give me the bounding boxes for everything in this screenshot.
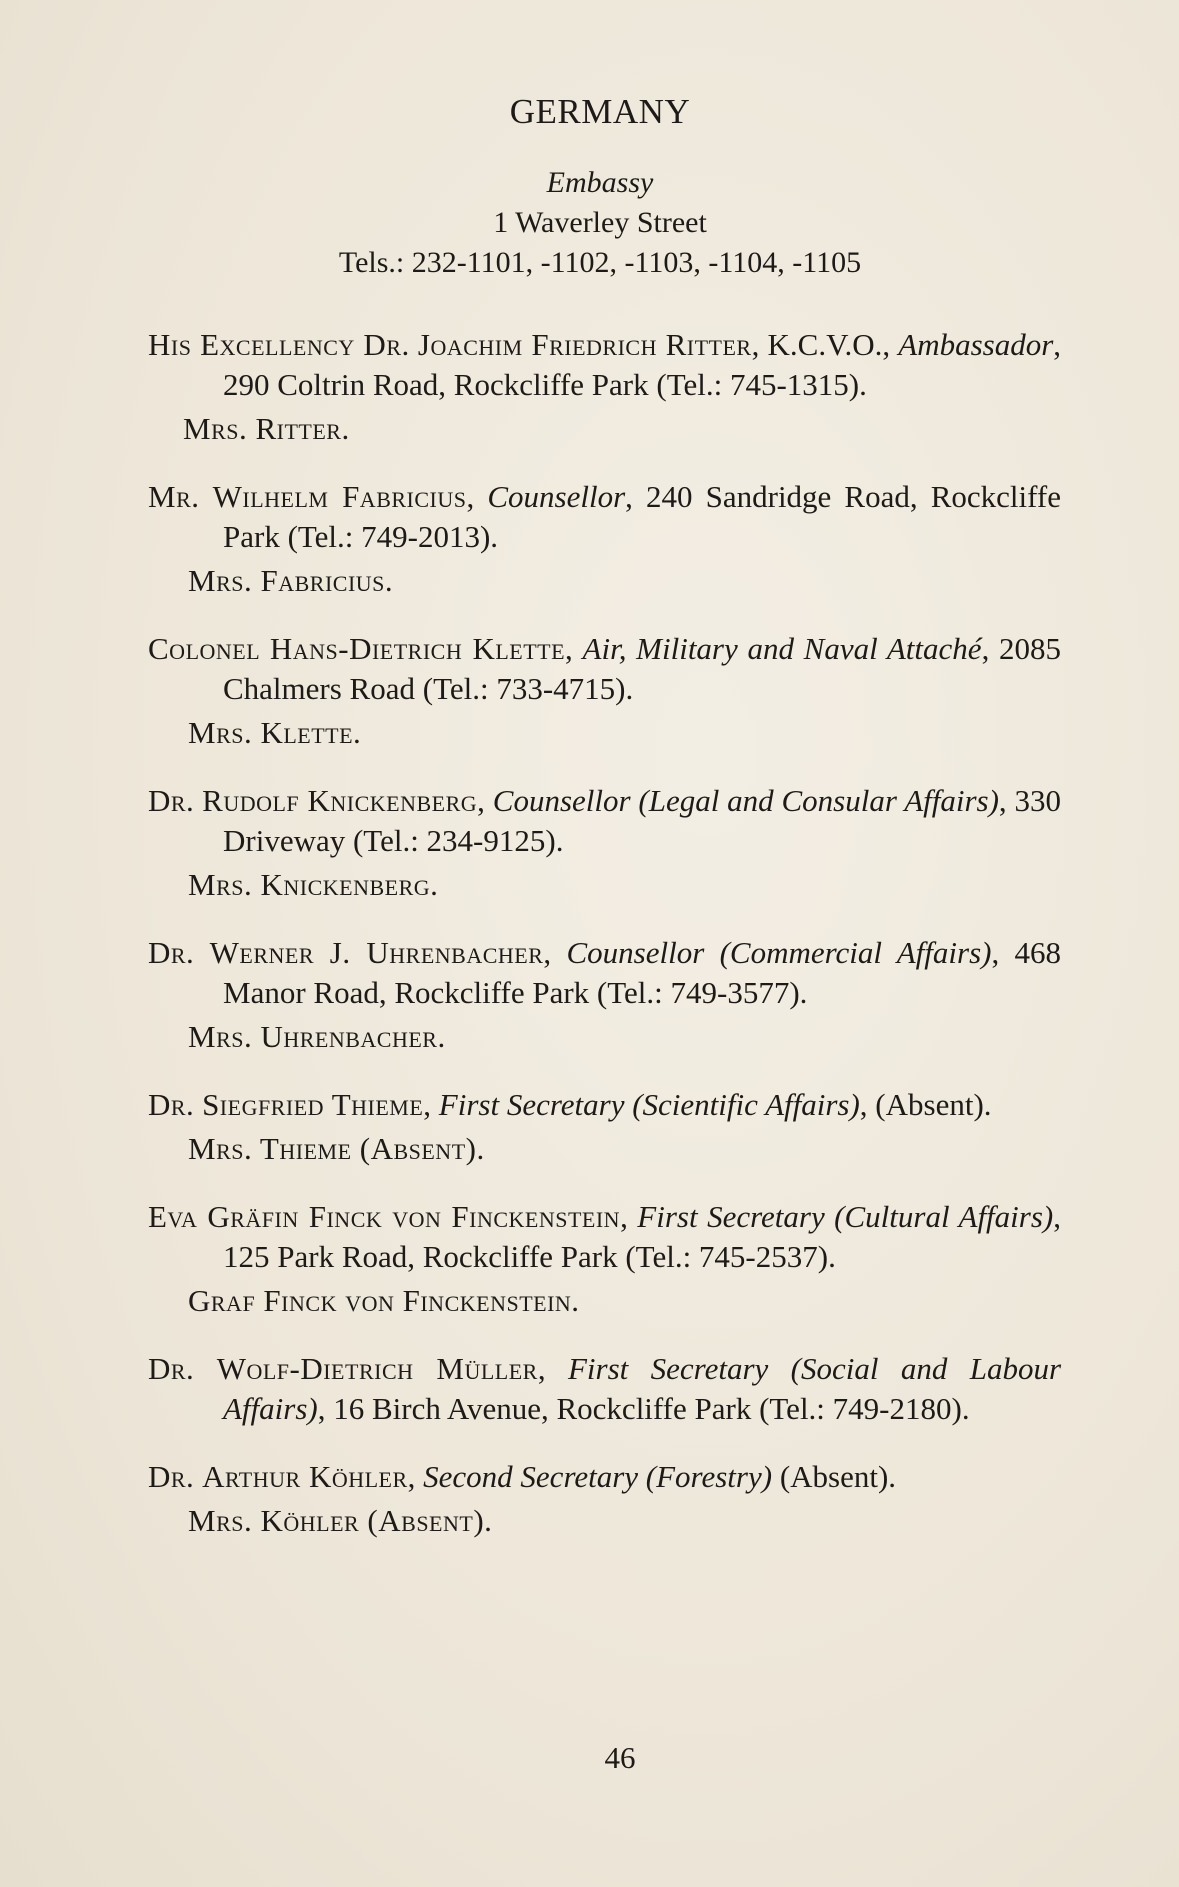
entry-details: 290 Coltrin Road, Rockcliffe Park (Tel.: 745-1315).	[223, 367, 867, 402]
country-heading: GERMANY	[509, 92, 691, 131]
entry-details: 2085 Chalmers Road (Tel.: 733-4715).	[223, 631, 1062, 706]
entry-details: 468 Manor Road, Rockcliffe Park (Tel.: 749-3577).	[223, 935, 1062, 1010]
entry-role: Counsellor (Legal and Consular Affairs)	[492, 783, 999, 818]
entry-spouse: Graf Finck von Finckenstein.	[188, 1283, 580, 1318]
entry-name: Wolf-Dietrich Müller	[216, 1351, 538, 1386]
entry-spouse: Mrs. Knickenberg.	[188, 867, 439, 902]
entry-role: Counsellor	[487, 479, 626, 514]
staff-entry: Mr. Wilhelm Fabricius, Counsellor, 240 Sandridge Road, Rockcliffe Park (Tel.: 749-2013). Mrs. Fabricius.	[0, 477, 1179, 601]
entry-spouse: Mrs. Ritter.	[183, 411, 350, 446]
entry-name: Werner J. Uhrenbacher	[209, 935, 544, 970]
entry-name: Wilhelm Fabricius	[212, 479, 467, 514]
entry-details: 330 Driveway (Tel.: 234-9125).	[223, 783, 1062, 858]
embassy-telephones: Tels.: 232-1101, -1102, -1103, -1104, -1105	[338, 246, 862, 279]
entry-role: First Secretary (Scientific Affairs)	[438, 1087, 860, 1122]
entry-name: Rudolf Knickenberg	[202, 783, 478, 818]
entry-details: 125 Park Road, Rockcliffe Park (Tel.: 745-2537).	[223, 1239, 836, 1274]
entry-details: 240 Sandridge Road, Rockcliffe Park (Tel.: 749-2013).	[223, 479, 1061, 554]
entry-name: Siegfried Thieme	[202, 1087, 424, 1122]
entry-title: Dr.	[148, 1459, 195, 1494]
entry-role: First Secretary (Social and Labour Affairs)	[223, 1351, 1062, 1426]
entry-title: Dr.	[148, 1351, 195, 1386]
entry-details: (Absent).	[779, 1459, 897, 1494]
entry-honours: K.C.V.O.	[767, 327, 883, 362]
entry-title: Dr.	[148, 935, 195, 970]
entry-details: 16 Birch Avenue, Rockcliffe Park (Tel.: 749-2180).	[333, 1391, 970, 1426]
entry-role: First Secretary (Cultural Affairs)	[637, 1199, 1054, 1234]
entry-role: Second Secretary (Forestry)	[423, 1459, 773, 1494]
embassy-address: 1 Waverley Street	[493, 206, 707, 239]
entry-role: Ambassador	[898, 327, 1054, 362]
staff-entry: Dr. Arthur Köhler, Second Secretary (Forestry) (Absent). Mrs. Köhler (Absent).	[0, 1457, 1179, 1541]
staff-list	[0, 325, 1179, 1541]
embassy-label: Embassy	[546, 166, 654, 199]
entry-spouse: Mrs. Köhler (Absent).	[188, 1503, 493, 1538]
staff-entry: Dr. Wolf-Dietrich Müller, First Secretary (Social and Labour Affairs), 16 Birch Avenue, Rockcliffe Park (Tel.: 749-2180).	[148, 1351, 1062, 1426]
staff-entry: Dr. Siegfried Thieme, First Secretary (Scientific Affairs), (Absent). Mrs. Thieme (Absent).	[0, 1085, 1179, 1169]
staff-entry: Dr. Werner J. Uhrenbacher, Counsellor (Commercial Affairs), 468 Manor Road, Rockcliffe Park (Tel.: 749-3577). Mrs. Uhrenbacher.	[0, 933, 1179, 1057]
entry-name: Arthur Köhler	[202, 1459, 408, 1494]
entry-role: Counsellor (Commercial Affairs)	[566, 935, 992, 970]
entry-title: Dr.	[148, 1087, 195, 1122]
embassy-header	[0, 163, 1179, 283]
entry-title: Colonel	[148, 631, 261, 666]
page-number: 46	[604, 1740, 636, 1775]
entry-role: Air, Military and Naval Attaché	[582, 631, 982, 666]
entry-name: Joachim Friedrich Ritter	[417, 327, 752, 362]
entry-title: Mr.	[148, 479, 200, 514]
staff-entry: Colonel Hans-Dietrich Klette, Air, Military and Naval Attaché, 2085 Chalmers Road (Tel.: 733-4715). Mrs. Klette.	[0, 629, 1179, 753]
entry-title: Dr.	[148, 783, 195, 818]
entry-spouse: Mrs. Fabricius.	[188, 563, 394, 598]
staff-entry: Eva Gräfin Finck von Finckenstein, First Secretary (Cultural Affairs), 125 Park Road, Rockcliffe Park (Tel.: 745-2537). Graf Finck von Finckenstein.	[0, 1197, 1179, 1321]
entry-details: (Absent).	[875, 1087, 992, 1122]
staff-entry: Dr. Rudolf Knickenberg, Counsellor (Legal and Consular Affairs), 330 Driveway (Tel.: 234-9125). Mrs. Knickenberg.	[0, 781, 1179, 905]
entry-name: Eva Gräfin Finck von Finckenstein	[148, 1199, 621, 1234]
entry-spouse: Mrs. Thieme (Absent).	[188, 1131, 485, 1166]
entry-name: Hans-Dietrich Klette	[269, 631, 566, 666]
entry-spouse: Mrs. Uhrenbacher.	[188, 1019, 446, 1054]
entry-spouse: Mrs. Klette.	[188, 715, 362, 750]
staff-entry: His Excellency Dr. Joachim Friedrich Ritter, K.C.V.O., Ambassador, 290 Coltrin Road, Rockcliffe Park (Tel.: 745-1315). Mrs. Ritter.	[0, 325, 1179, 449]
entry-title: His Excellency Dr.	[148, 327, 410, 362]
